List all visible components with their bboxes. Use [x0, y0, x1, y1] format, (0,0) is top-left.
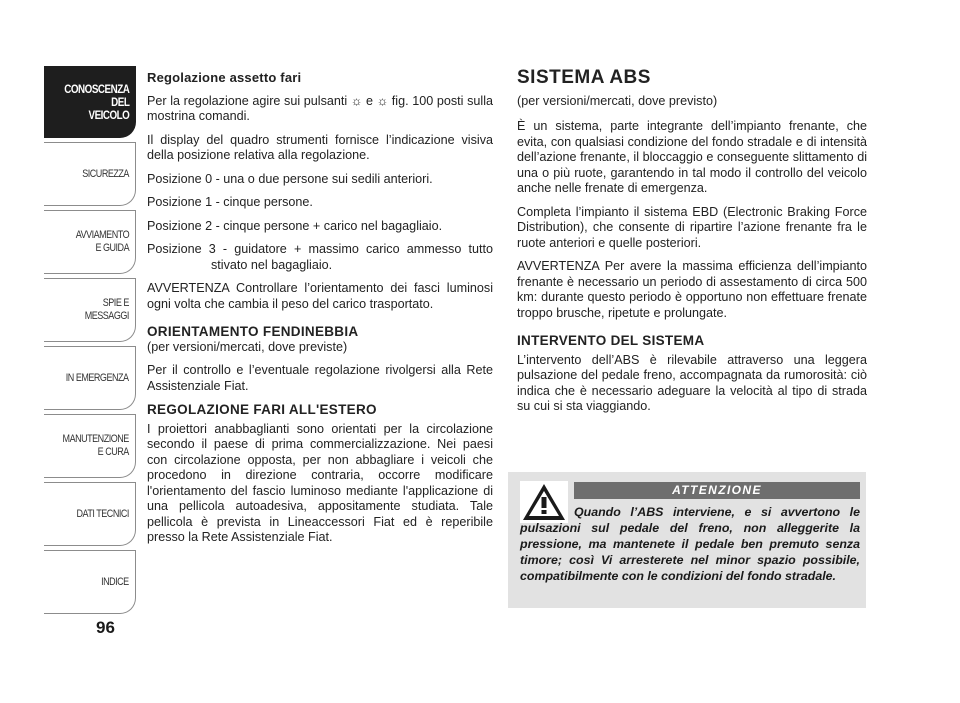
- attention-box: [508, 472, 866, 608]
- tab-avviamento-e-guida[interactable]: [44, 210, 136, 274]
- abroad-title: REGOLAZIONE FARI ALL'ESTERO: [147, 402, 377, 417]
- attention-label: ATTENZIONE: [574, 482, 860, 499]
- fog-paragraph: Per il controllo e l’eventuale regolazione rivolgersi alla Rete Assistenziale Fiat.: [147, 363, 493, 393]
- section-title: SISTEMA ABS: [517, 67, 651, 88]
- position-2: Posizione 2 - cinque persone + carico nel bagagliaio.: [147, 218, 443, 233]
- chapter-tabs: [44, 66, 136, 618]
- position-0: Posizione 0 - una o due persone sui sedili anteriori.: [147, 171, 433, 186]
- tab-label: DATI TECNICI: [76, 507, 129, 520]
- warning-paragraph: AVVERTENZA Controllare l’orientamento dei fasci luminosi ogni volta che cambia il peso del carico trasportato.: [147, 281, 493, 311]
- attention-text: Quando l’ABS interviene, e si avvertono le pulsazioni sul pedale del freno, non alleggerite la pressione, ma mantenete il pedale ben premuto senza timore; così Vi arresterete nel minor spazio possibile, compatibilmente con le condizioni del fondo stradale.: [520, 505, 860, 583]
- tab-label: AVVIAMENTO E GUIDA: [75, 229, 129, 254]
- paragraph: Completa l’impianto il sistema EBD (Electronic Braking Force Distribution), che consente di ripartire l’azione frenante fra le ruote anteriori e quelle posteriori.: [517, 204, 867, 250]
- tab-spie-e-messaggi[interactable]: [44, 278, 136, 342]
- right-column: [517, 67, 867, 423]
- tab-label: MANUTENZIONE E CURA: [62, 433, 129, 458]
- headlight-title: Regolazione assetto fari: [147, 70, 302, 85]
- tab-in-emergenza[interactable]: [44, 346, 136, 410]
- tab-conoscenza-del-veicolo[interactable]: [44, 66, 136, 138]
- tab-indice[interactable]: [44, 550, 136, 614]
- left-column: [147, 70, 493, 554]
- tab-manutenzione-e-cura[interactable]: [44, 414, 136, 478]
- section-subtitle: (per versioni/mercati, dove previsto): [517, 93, 718, 108]
- paragraph: Il display del quadro strumenti fornisce l’indicazione visiva della posizione relativa alla regolazione.: [147, 132, 493, 162]
- tab-label: SPIE E MESSAGGI: [84, 297, 129, 322]
- abroad-paragraph: I proiettori anabbaglianti sono orientati per la circolazione secondo il paese di prima commercializzazione. Nei paesi con circolazione opposta, per non abbagliare i veicoli che procedono in direzione contraria, occorre modificare l'orientamento del fascio luminoso mediante l'applicazione di una pellicola autoadesiva, appositamente studiata. Tale pellicola è prevista in Lineaccessori Fiat ed è reperibile presso la Rete Assistenziale Fiat.: [147, 421, 493, 544]
- position-1: Posizione 1 - cinque persone.: [147, 195, 313, 209]
- tab-dati-tecnici[interactable]: [44, 482, 136, 546]
- fog-subtitle: (per versioni/mercati, dove previste): [147, 339, 348, 354]
- fog-title: ORIENTAMENTO FENDINEBBIA: [147, 324, 359, 339]
- intervention-paragraph: L’intervento dell’ABS è rilevabile attraverso una leggera pulsazione del pedale freno, accompagnata da rumorosità: ciò indica che è necessario adeguare la velocità al tipo di strada su cui si sta viaggiando.: [517, 352, 867, 413]
- tab-label: IN EMERGENZA: [66, 371, 129, 384]
- page-number: 96: [96, 618, 115, 637]
- paragraph: È un sistema, parte integrante dell’impianto frenante, che evita, con qualsiasi condizione del fondo stradale e di intensità dell’azione frenante, il bloccaggio e conseguente slittamento di una o più ruote, garantendo in tal modo il controllo del veicolo anche nelle frenate di emergenza.: [517, 119, 867, 195]
- paragraph: Per la regolazione agire sui pulsanti ☼ e ☼ fig. 100 posti sulla mostrina comandi.: [147, 93, 493, 123]
- position-3: Posizione 3 - guidatore + massimo carico ammesso tutto stivato nel bagagliaio.: [147, 242, 493, 272]
- tab-label: SICUREZZA: [82, 167, 129, 180]
- intervention-title: INTERVENTO DEL SISTEMA: [517, 333, 705, 348]
- tab-label: CONOSCENZA DEL VEICOLO: [63, 81, 129, 122]
- tab-label: INDICE: [101, 575, 129, 588]
- warning-paragraph: AVVERTENZA Per avere la massima efficienza dell’impianto frenante è necessario un periodo di assestamento di circa 500 km: durante questo periodo è opportuno non effettuare frenate troppo brusche, ripetute e prolungate.: [517, 259, 867, 320]
- tab-sicurezza[interactable]: [44, 142, 136, 206]
